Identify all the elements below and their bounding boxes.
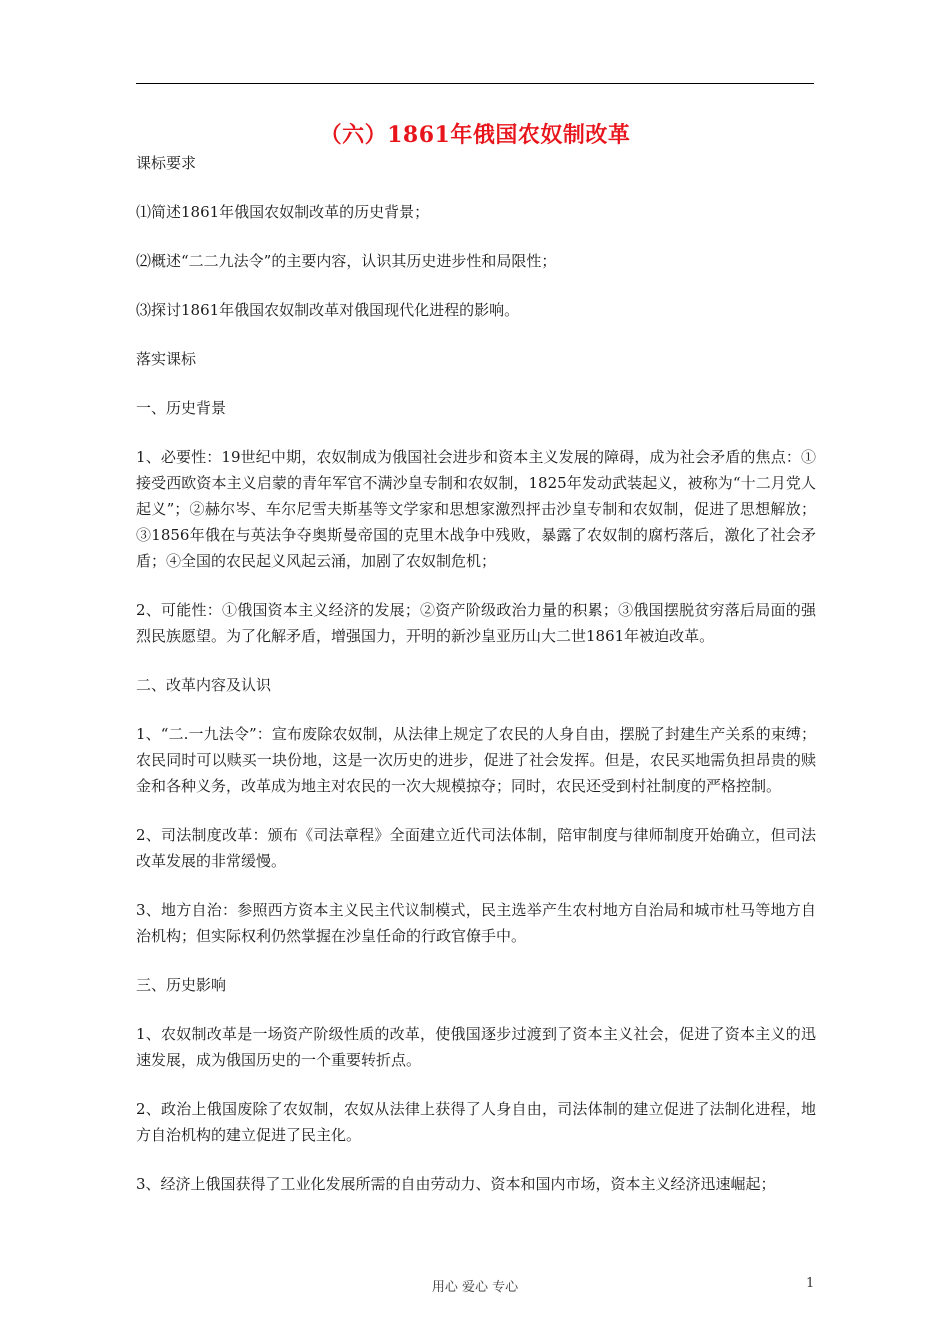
section-heading-requirements: 课标要求	[136, 154, 197, 172]
body-paragraph: 2、司法制度改革：颁布《司法章程》全面建立近代司法体制，陪审制度与律师制度开始确立，但司法改革发展的非常缓慢。	[136, 826, 816, 870]
section-heading-background: 一、历史背景	[136, 399, 227, 417]
document-title: （六）1861年俄国农奴制改革	[319, 122, 631, 148]
body-paragraph: 3、经济上俄国获得了工业化发展所需的自由劳动力、资本和国内市场，资本主义经济迅速崛起；	[136, 1175, 776, 1193]
document-body	[136, 150, 816, 1220]
body-paragraph: 1、必要性：19世纪中期，农奴制成为俄国社会进步和资本主义发展的障碍，成为社会矛盾的焦点：①接受西欧资本主义启蒙的青年军官不满沙皇专制和农奴制，1825年发动武装起义，被称为“十二月党人起义”；②赫尔岑、车尔尼雪夫斯基等文学家和思想家激烈抨击沙皇专制和农奴制，促进了思想解放；③1856年俄在与英法争夺奥斯曼帝国的克里木战争中残败，暴露了农奴制的腐朽落后，激化了社会矛盾；④全国的农民起义风起云涌，加剧了农奴制危机；	[136, 448, 816, 570]
requirement-item: ⑵概述“二二九法令”的主要内容，认识其历史进步性和局限性；	[136, 252, 557, 270]
page-number: 1	[806, 1276, 815, 1291]
section-heading-impact: 三、历史影响	[136, 976, 227, 994]
body-paragraph: 1、“二.一九法令”：宣布废除农奴制，从法律上规定了农民的人身自由，摆脱了封建生产关系的束缚；农民同时可以赎买一块份地，这是一次历史的进步，促进了社会发挥。但是，农民买地需负担昂贵的赎金和各种义务，改革成为地主对农民的一次大规模掠夺；同时，农民还受到村社制度的严格控制。	[136, 725, 816, 795]
body-paragraph: 2、政治上俄国废除了农奴制，农奴从法律上获得了人身自由，司法体制的建立促进了法制化进程，地方自治机构的建立促进了民主化。	[136, 1100, 816, 1144]
body-paragraph: 3、地方自治：参照西方资本主义民主代议制模式，民主选举产生农村地方自治局和城市杜马等地方自治机构；但实际权利仍然掌握在沙皇任命的行政官僚手中。	[136, 901, 816, 945]
body-paragraph: 1、农奴制改革是一场资产阶级性质的改革，使俄国逐步过渡到了资本主义社会，促进了资本主义的迅速发展，成为俄国历史的一个重要转折点。	[136, 1025, 816, 1069]
section-heading-reform-content: 二、改革内容及认识	[136, 676, 272, 694]
footer-text: 用心 爱心 专心	[431, 1280, 519, 1295]
requirement-item: ⑶探讨1861年俄国农奴制改革对俄国现代化进程的影响。	[136, 301, 520, 319]
body-paragraph: 2、可能性：①俄国资本主义经济的发展；②资产阶级政治力量的积累；③俄国摆脱贫穷落后局面的强烈民族愿望。为了化解矛盾，增强国力，开明的新沙皇亚历山大二世1861年被迫改革。	[136, 601, 816, 645]
requirement-item: ⑴简述1861年俄国农奴制改革的历史背景；	[136, 203, 430, 221]
header-rule	[136, 83, 814, 84]
section-heading-implementation: 落实课标	[136, 350, 197, 368]
